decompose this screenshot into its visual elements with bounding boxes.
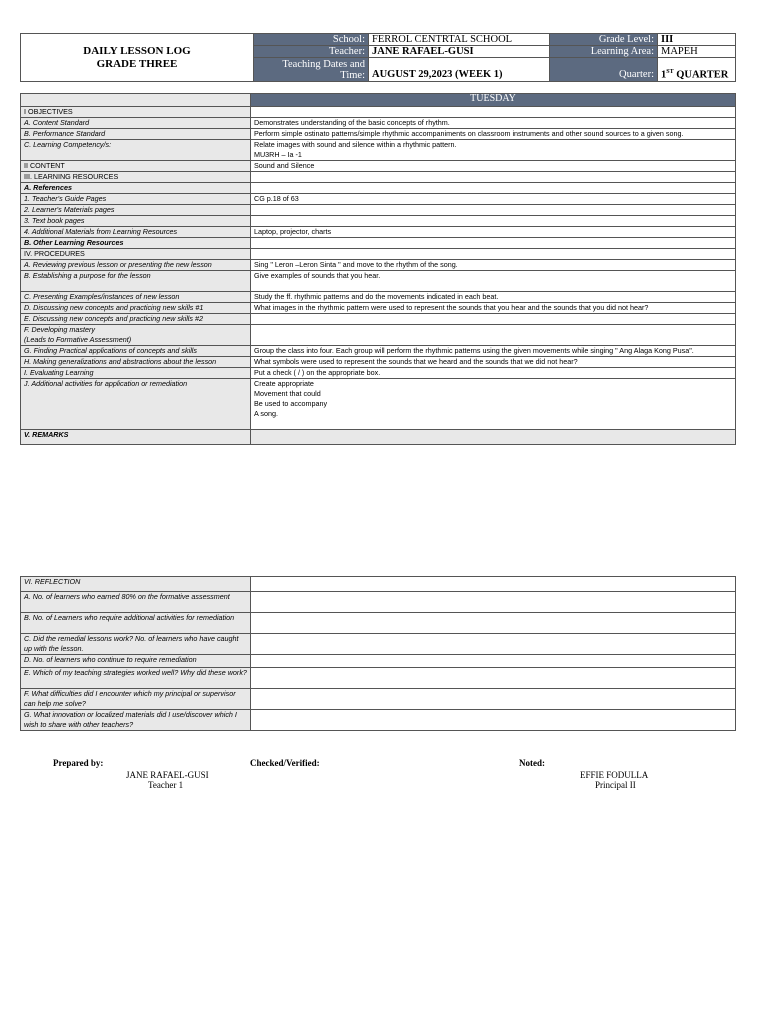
grade-label: Grade Level:	[550, 34, 658, 46]
lesson-row-value: Give examples of sounds that you hear.	[251, 271, 736, 292]
school-value: FERROL CENTRTAL SCHOOL	[369, 34, 550, 46]
lesson-row-label: 3. Text book pages	[21, 216, 251, 227]
school-label: School:	[254, 34, 369, 46]
lesson-row	[21, 227, 736, 238]
lesson-row-value: Perform simple ostinato patterns/simple rhythmic accompaniments on classroom instruments and other sound sources to a given song.	[251, 129, 736, 140]
lesson-row-label: 2. Learner's Materials pages	[21, 205, 251, 216]
lesson-row-label: A. Content Standard	[21, 118, 251, 129]
reflection-row-value	[251, 577, 736, 592]
reflection-row-label: E. Which of my teaching strategies worked well? Why did these work?	[21, 668, 251, 689]
prepared-label: Prepared by:	[53, 758, 104, 768]
lesson-row-value	[251, 216, 736, 227]
lesson-row-label: I OBJECTIVES	[21, 107, 251, 118]
noted-name: EFFIE FODULLA	[580, 770, 649, 780]
checked-label: Checked/Verified:	[250, 758, 320, 768]
reflection-row	[21, 592, 736, 613]
lesson-row-label: C. Learning Competency/s:	[21, 140, 251, 161]
noted-label: Noted:	[519, 758, 545, 768]
lesson-row-value: Sound and Silence	[251, 161, 736, 172]
lesson-row-label: H. Making generalizations and abstractions about the lesson	[21, 357, 251, 368]
lesson-row-label: A. Reviewing previous lesson or presenting the new lesson	[21, 260, 251, 271]
lesson-row-label: 4. Additional Materials from Learning Resources	[21, 227, 251, 238]
lesson-row-label: B. Other Learning Resources	[21, 238, 251, 249]
reflection-row	[21, 689, 736, 710]
reflection-row	[21, 655, 736, 668]
lesson-row-value	[251, 238, 736, 249]
lesson-table	[20, 93, 736, 445]
reflection-row-label: D. No. of learners who continue to require remediation	[21, 655, 251, 668]
lesson-row	[21, 129, 736, 140]
lesson-row-value: Laptop, projector, charts	[251, 227, 736, 238]
area-value: MAPEH	[658, 46, 736, 58]
lesson-row	[21, 346, 736, 357]
day-header: TUESDAY	[251, 94, 736, 107]
prepared-name: JANE RAFAEL-GUSI	[126, 770, 209, 780]
reflection-row-label: VI. REFLECTION	[21, 577, 251, 592]
dates-value: AUGUST 29,2023 (WEEK 1)	[369, 58, 550, 82]
day-header-blank	[21, 94, 251, 107]
reflection-row-label: A. No. of learners who earned 80% on the formative assessment	[21, 592, 251, 613]
noted-title: Principal II	[595, 780, 636, 790]
lesson-row-label: IV. PROCEDURES	[21, 249, 251, 260]
reflection-row	[21, 577, 736, 592]
lesson-row	[21, 205, 736, 216]
lesson-row	[21, 368, 736, 379]
lesson-row-label: 1. Teacher's Guide Pages	[21, 194, 251, 205]
lesson-row-value: Put a check ( / ) on the appropriate box.	[251, 368, 736, 379]
lesson-row-value	[251, 249, 736, 260]
lesson-row-value: Demonstrates understanding of the basic concepts of rhythm.	[251, 118, 736, 129]
area-label: Learning Area:	[550, 46, 658, 58]
lesson-row	[21, 238, 736, 249]
reflection-row-value	[251, 689, 736, 710]
quarter-suffix: ST	[666, 68, 674, 75]
reflection-row	[21, 710, 736, 731]
teacher-label: Teacher:	[254, 46, 369, 58]
lesson-row	[21, 357, 736, 368]
lesson-row-value: Study the ff. rhythmic patterns and do the movements indicated in each beat.	[251, 292, 736, 303]
lesson-row	[21, 303, 736, 314]
lesson-row-value: What symbols were used to represent the sounds that we heard and the sounds that we did not hear?	[251, 357, 736, 368]
lesson-row	[21, 379, 736, 430]
quarter-word: QUARTER	[676, 69, 729, 80]
reflection-row-label: G. What innovation or localized materials did I use/discover which I wish to share with other teachers?	[21, 710, 251, 731]
lesson-row-value: Create appropriate Movement that could Be used to accompany A song.	[251, 379, 736, 430]
lesson-row-label: B. Establishing a purpose for the lesson	[21, 271, 251, 292]
reflection-row	[21, 668, 736, 689]
lesson-row	[21, 140, 736, 161]
reflection-row	[21, 634, 736, 655]
lesson-row	[21, 260, 736, 271]
lesson-row	[21, 249, 736, 260]
reflection-table	[20, 576, 736, 731]
lesson-row-value	[251, 314, 736, 325]
lesson-row	[21, 161, 736, 172]
reflection-row-label: F. What difficulties did I encounter which my principal or supervisor can help me solve?	[21, 689, 251, 710]
reflection-row-value	[251, 655, 736, 668]
lesson-row-value	[251, 107, 736, 118]
lesson-row-label: III. LEARNING RESOURCES	[21, 172, 251, 183]
lesson-row	[21, 325, 736, 346]
reflection-row-value	[251, 634, 736, 655]
lesson-row-label: G. Finding Practical applications of concepts and skills	[21, 346, 251, 357]
reflection-row-label: B. No. of Learners who require additional activities for remediation	[21, 613, 251, 634]
title-line-2: GRADE THREE	[96, 57, 178, 70]
quarter-value	[658, 58, 736, 82]
reflection-row-value	[251, 668, 736, 689]
lesson-row-value: What images in the rhythmic pattern were used to represent the sounds that you hear and the sounds that you did not hear?	[251, 303, 736, 314]
lesson-row	[21, 271, 736, 292]
lesson-row	[21, 107, 736, 118]
lesson-row-value: Relate images with sound and silence within a rhythmic pattern. MU3RH – Ia -1	[251, 140, 736, 161]
lesson-row-value: Group the class into four. Each group will perform the rhythmic patterns using the given movements while singing " Ang Alaga Kong Pusa".	[251, 346, 736, 357]
prepared-title: Teacher 1	[148, 780, 184, 790]
lesson-row-value	[251, 430, 736, 445]
lesson-row-value: Sing " Leron –Leron Sinta " and move to the rhythm of the song.	[251, 260, 736, 271]
lesson-row-value	[251, 325, 736, 346]
lesson-row-label: A. References	[21, 183, 251, 194]
reflection-row-value	[251, 592, 736, 613]
lesson-row-label: C. Presenting Examples/instances of new lesson	[21, 292, 251, 303]
log-title	[21, 34, 254, 82]
lesson-row	[21, 430, 736, 445]
quarter-number: 1	[661, 69, 667, 80]
lesson-row-label: D. Discussing new concepts and practicing new skills #1	[21, 303, 251, 314]
lesson-row-label: J. Additional activities for application or remediation	[21, 379, 251, 430]
lesson-row-value	[251, 183, 736, 194]
lesson-row-label: B. Performance Standard	[21, 129, 251, 140]
lesson-row-label: V. REMARKS	[21, 430, 251, 445]
lesson-row	[21, 292, 736, 303]
lesson-row-value	[251, 172, 736, 183]
lesson-row-label: I. Evaluating Learning	[21, 368, 251, 379]
title-line-1: DAILY LESSON LOG	[83, 44, 191, 57]
lesson-row-label: F. Developing mastery (Leads to Formative Assessment)	[21, 325, 251, 346]
reflection-row	[21, 613, 736, 634]
lesson-row	[21, 183, 736, 194]
lesson-row	[21, 118, 736, 129]
reflection-row-value	[251, 710, 736, 731]
lesson-row-label: E. Discussing new concepts and practicing new skills #2	[21, 314, 251, 325]
lesson-row	[21, 216, 736, 227]
lesson-row	[21, 172, 736, 183]
teacher-value: JANE RAFAEL-GUSI	[369, 46, 550, 58]
lesson-row-value: CG p.18 of 63	[251, 194, 736, 205]
dates-label: Teaching Dates and Time:	[254, 58, 369, 82]
lesson-row	[21, 314, 736, 325]
lesson-row-label: II CONTENT	[21, 161, 251, 172]
grade-value: III	[658, 34, 736, 46]
reflection-row-label: C. Did the remedial lessons work? No. of learners who have caught up with the lesson.	[21, 634, 251, 655]
lesson-row-value	[251, 205, 736, 216]
reflection-row-value	[251, 613, 736, 634]
header-table	[20, 33, 736, 82]
quarter-label: Quarter:	[550, 58, 658, 82]
lesson-row	[21, 194, 736, 205]
